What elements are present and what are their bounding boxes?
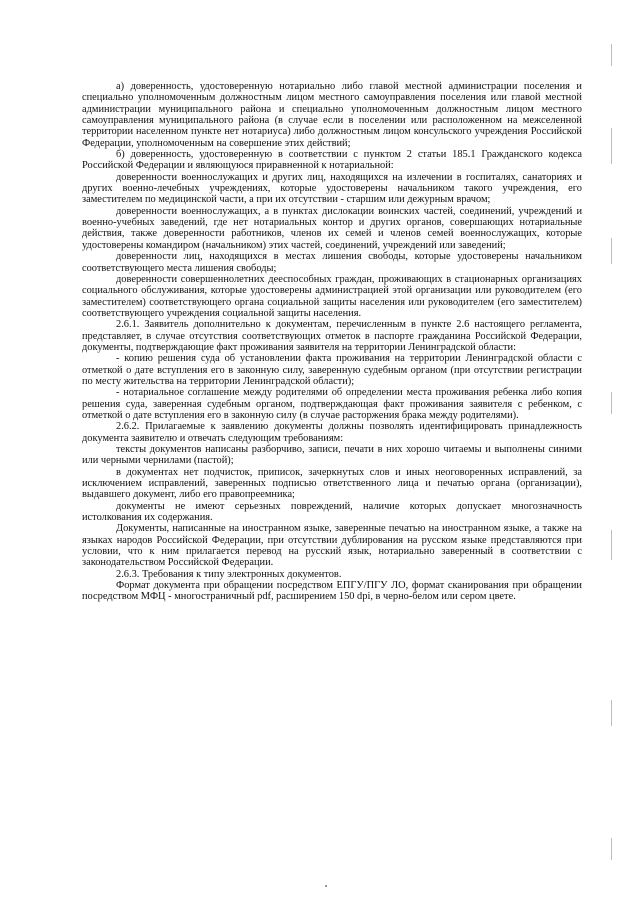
document-body [82,81,582,603]
paragraph: - копию решения суда об установлении факта проживания на территории Ленинградской области с отметкой о дате вступления его в законную силу, заверенную судебным органом (при отсутствии регистрации по месту жительства на территории Ленинградской области); [82,353,582,387]
paragraph: доверенности совершеннолетних дееспособных граждан, проживающих в стационарных организациях социального обслуживания, которые удостоверены администрацией этой организации или руководителем (его заместителем) соответствующего органа социальной защиты населения или руководителем (его заместителем) соответствующего учреждения социальной защиты населения. [82,273,582,319]
paragraph: документы не имеют серьезных повреждений, наличие которых допускает многозначность истолкования их содержания. [82,500,582,524]
paragraph: - нотариальное соглашение между родителями об определении места проживания ребенка либо копия решения суда, заверенная судебным органом, подтверждающая факт проживания заявителя с ребенком, с отметкой о дате вступления его в законную силу (в случае расторжения брака между родителями). [82,387,582,421]
scan-edge-mark [611,530,612,560]
paragraph: Документы, написанные на иностранном языке, заверенные печатью на иностранном языке, а также на языках народов Российской Федерации, при отсутствии дублирования на русском языке представляются при условии, что к ним прилагается перевод на русский язык, нотариально заверенный в соответствии с законодательством Российской Федерации. [82,523,582,569]
paragraph: а) доверенность, удостоверенную нотариально либо главой местной администрации поселения и специально уполномоченным должностным лицом местного самоуправления поселения или главой местной администрации муниципального района и специально уполномоченным должностным лицом местного самоуправления муниципального района (в случае если в поселении или расположенном на межселенной территории населенном пункте нет нотариуса) либо должностным лицом консульского учреждения Российской Федерации, уполномоченным на совершение этих действий; [82,81,582,149]
paragraph: в документах нет подчисток, приписок, зачеркнутых слов и иных неоговоренных исправлений, за исключением исправлений, заверенных подписью ответственного лица и печатью органа (организации), выдавшего документ, либо его правопреемника; [82,466,582,501]
paragraph: доверенности лиц, находящихся в местах лишения свободы, которые удостоверены начальником соответствующего места лишения свободы; [82,251,582,274]
paragraph: Формат документа при обращении посредством ЕПГУ/ПГУ ЛО, формат сканирования при обращении посредством МФЦ - многостраничный pdf, расширением 150 dpi, в черно-белом или сером цвете. [82,580,582,603]
paragraph: доверенности военнослужащих и других лиц, находящихся на излечении в госпиталях, санаториях и других военно-лечебных учреждениях, которые удостоверены начальником такого учреждения, его заместителем по медицинской части, а при их отсутствии - старшим или дежурным врачом; [82,171,582,206]
paragraph: 2.6.3. Требования к типу электронных документов. [116,568,342,580]
scan-edge-mark [611,238,612,264]
paragraph: тексты документов написаны разборчиво, записи, печати в них хорошо читаемы и выполнены синими или черными чернилами (пастой); [82,444,582,467]
scan-edge-mark [611,128,612,164]
paragraph: 2.6.2. Прилагаемые к заявлению документы должны позволять идентифицировать принадлежность документа заявителю и отвечать следующим требованиям: [82,421,582,444]
scan-edge-mark [611,44,612,66]
scan-edge-mark [611,392,612,414]
scan-edge-mark [611,700,612,726]
paragraph: доверенности военнослужащих, а в пунктах дислокации воинских частей, соединений, учреждений и военно-учебных заведений, где нет нотариальных контор и других органов, совершающих нотариальные действия, также доверенности работников, членов их семей и членов семей военнослужащих, которые удостоверены командиром (начальником) этих частей, соединений, учреждений или заведений; [82,205,582,251]
paragraph: 2.6.1. Заявитель дополнительно к документам, перечисленным в пункте 2.6 настоящего регламента, представляет, в случае отсутствия соответствующих отметок в паспорте гражданина Российской Федерации, документы, подтверждающие факт проживания заявителя на территории Ленинградской области: [82,319,582,353]
paragraph: б) доверенность, удостоверенную в соответствии с пунктом 2 статьи 185.1 Гражданского кодекса Российской Федерации и являющуюся приравненной к нотариальной: [82,149,582,172]
scan-dot [325,885,327,887]
scan-edge-mark [611,838,612,860]
